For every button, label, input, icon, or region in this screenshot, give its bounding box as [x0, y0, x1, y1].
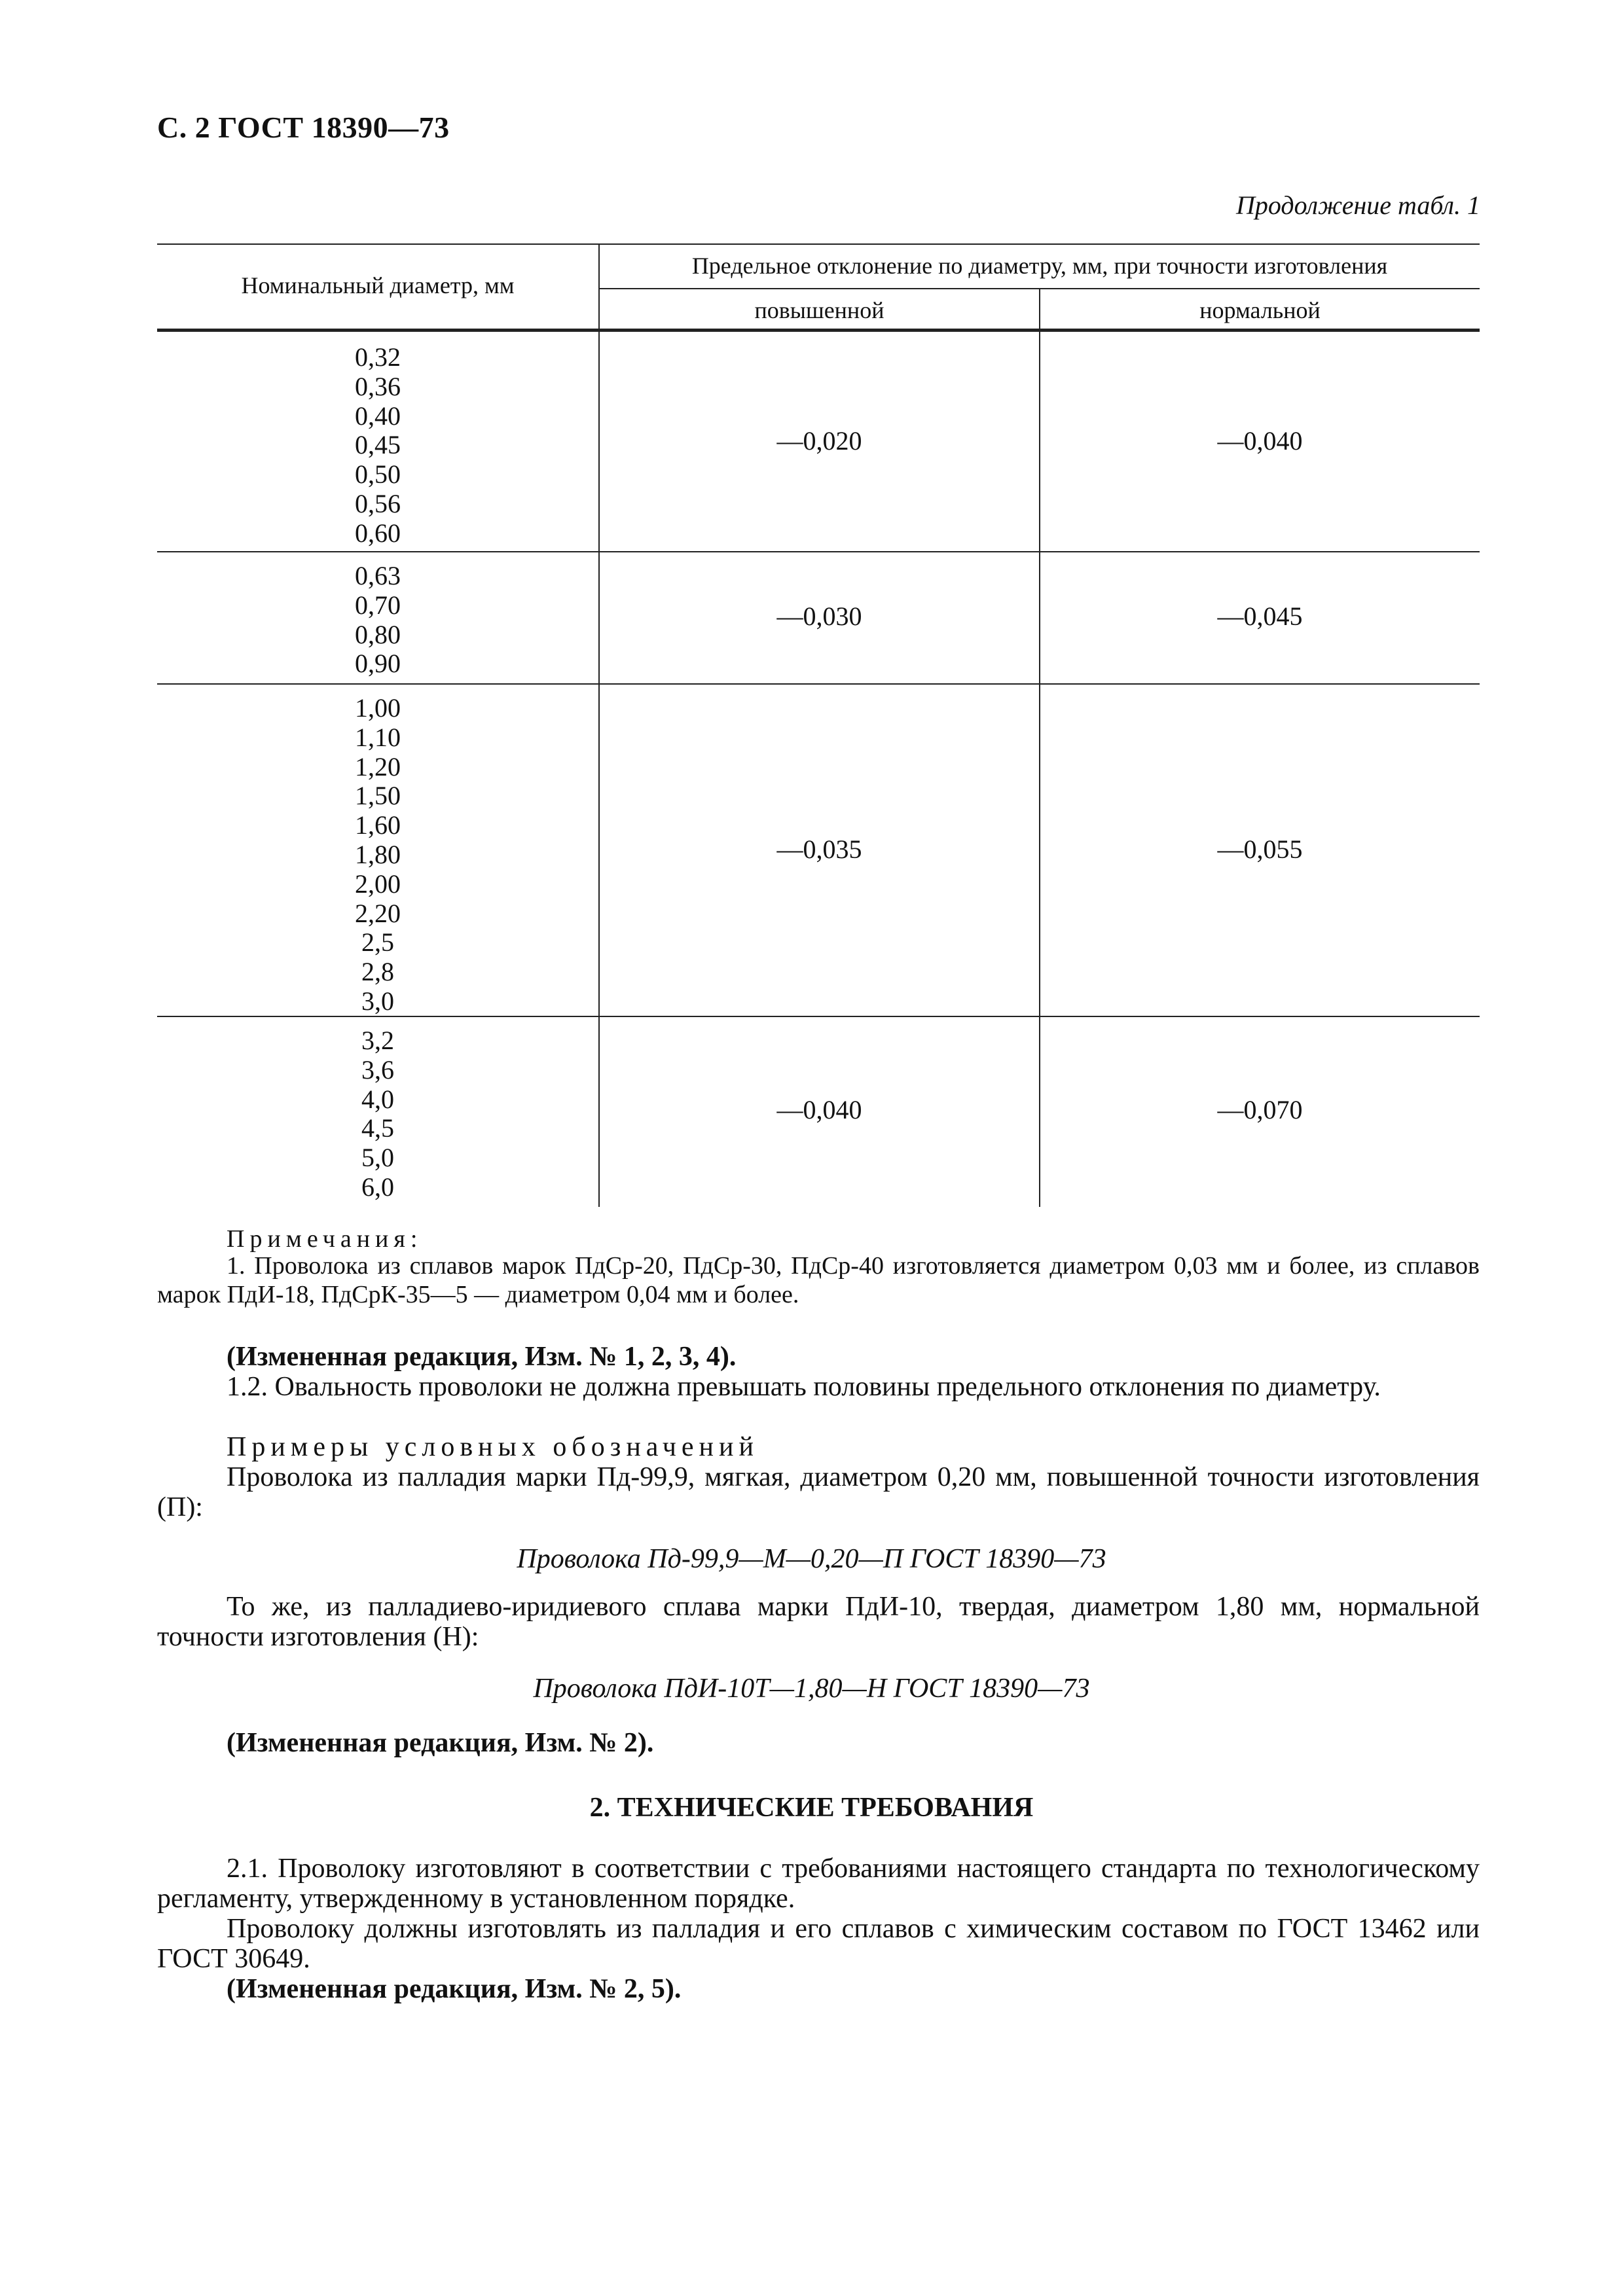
table-row-1-normal: —0,040: [1217, 426, 1303, 456]
table-row-3-normal: —0,055: [1217, 834, 1303, 864]
table-row-2-increased: —0,030: [776, 601, 862, 631]
amendment-1: (Измененная редакция, Изм. № 1, 2, 3, 4).: [227, 1342, 737, 1372]
examples-title: Примеры условных обозначений: [227, 1432, 759, 1462]
paragraph-2-1-materials: Проволоку должны изготовлять из палладия и его сплавов с химическим составом по ГОСТ 13462 или ГОСТ 30649.: [157, 1914, 1480, 1974]
section-2-title: 2. ТЕХНИЧЕСКИЕ ТРЕБОВАНИЯ: [589, 1793, 1034, 1823]
table-row-3-diameters: 1,00 1,10 1,20 1,50 1,60 1,80 2,00 2,20 2,5 2,8 3,0: [355, 693, 401, 1016]
column-header-increased: повышенной: [754, 297, 884, 323]
amendment-2: (Измененная редакция, Изм. № 2).: [227, 1728, 654, 1758]
example-2-text: То же, из палладиево-иридиевого сплава марки ПдИ-10, твердая, диаметром 1,80 мм, нормальной точности изготовления (Н):: [157, 1592, 1480, 1652]
table-row-1-increased: —0,020: [776, 426, 862, 456]
example-1-text: Проволока из палладия марки Пд-99,9, мягкая, диаметром 0,20 мм, повышенной точности изготовления (П):: [157, 1462, 1480, 1522]
note-1: 1. Проволока из сплавов марок ПдСр-20, ПдСр-30, ПдСр-40 изготовляется диаметром 0,03 мм и более, из сплавов марок ПдИ-18, ПдСрК-35—5 — диаметром 0,04 мм и более.: [157, 1252, 1480, 1308]
table-row-4-increased: —0,040: [776, 1095, 862, 1124]
notes-title: Примечания:: [227, 1225, 423, 1253]
column-header-diameter: Номинальный диаметр, мм: [241, 272, 515, 298]
table-row-1-diameters: 0,32 0,36 0,40 0,45 0,50 0,56 0,60: [355, 342, 401, 548]
table-row-4-normal: —0,070: [1217, 1095, 1303, 1124]
column-header-normal: нормальной: [1199, 297, 1321, 323]
paragraph-2-1: 2.1. Проволоку изготовляют в соответствии с требованиями настоящего стандарта по технологическому регламенту, утвержденному в установленном порядке.: [157, 1854, 1480, 1914]
page-header: С. 2 ГОСТ 18390—73: [157, 111, 450, 144]
tolerance-table: [157, 243, 1480, 1206]
example-2-designation: Проволока ПдИ-10Т—1,80—Н ГОСТ 18390—73: [533, 1674, 1090, 1704]
example-1-designation: Проволока Пд-99,9—М—0,20—П ГОСТ 18390—73: [517, 1544, 1106, 1574]
table-row-2-diameters: 0,63 0,70 0,80 0,90: [355, 561, 401, 679]
paragraph-1-2: 1.2. Овальность проволоки не должна превышать половины предельного отклонения по диаметру.: [227, 1372, 1381, 1402]
table-row-2-normal: —0,045: [1217, 601, 1303, 631]
table-row-4-diameters: 3,2 3,6 4,0 4,5 5,0 6,0: [361, 1026, 394, 1202]
amendment-3: (Измененная редакция, Изм. № 2, 5).: [227, 1974, 682, 2004]
table-row-3-increased: —0,035: [776, 834, 862, 864]
table-continuation-label: Продолжение табл. 1: [1235, 190, 1480, 220]
column-group-header-deviation: Предельное отклонение по диаметру, мм, при точности изготовления: [691, 253, 1388, 279]
